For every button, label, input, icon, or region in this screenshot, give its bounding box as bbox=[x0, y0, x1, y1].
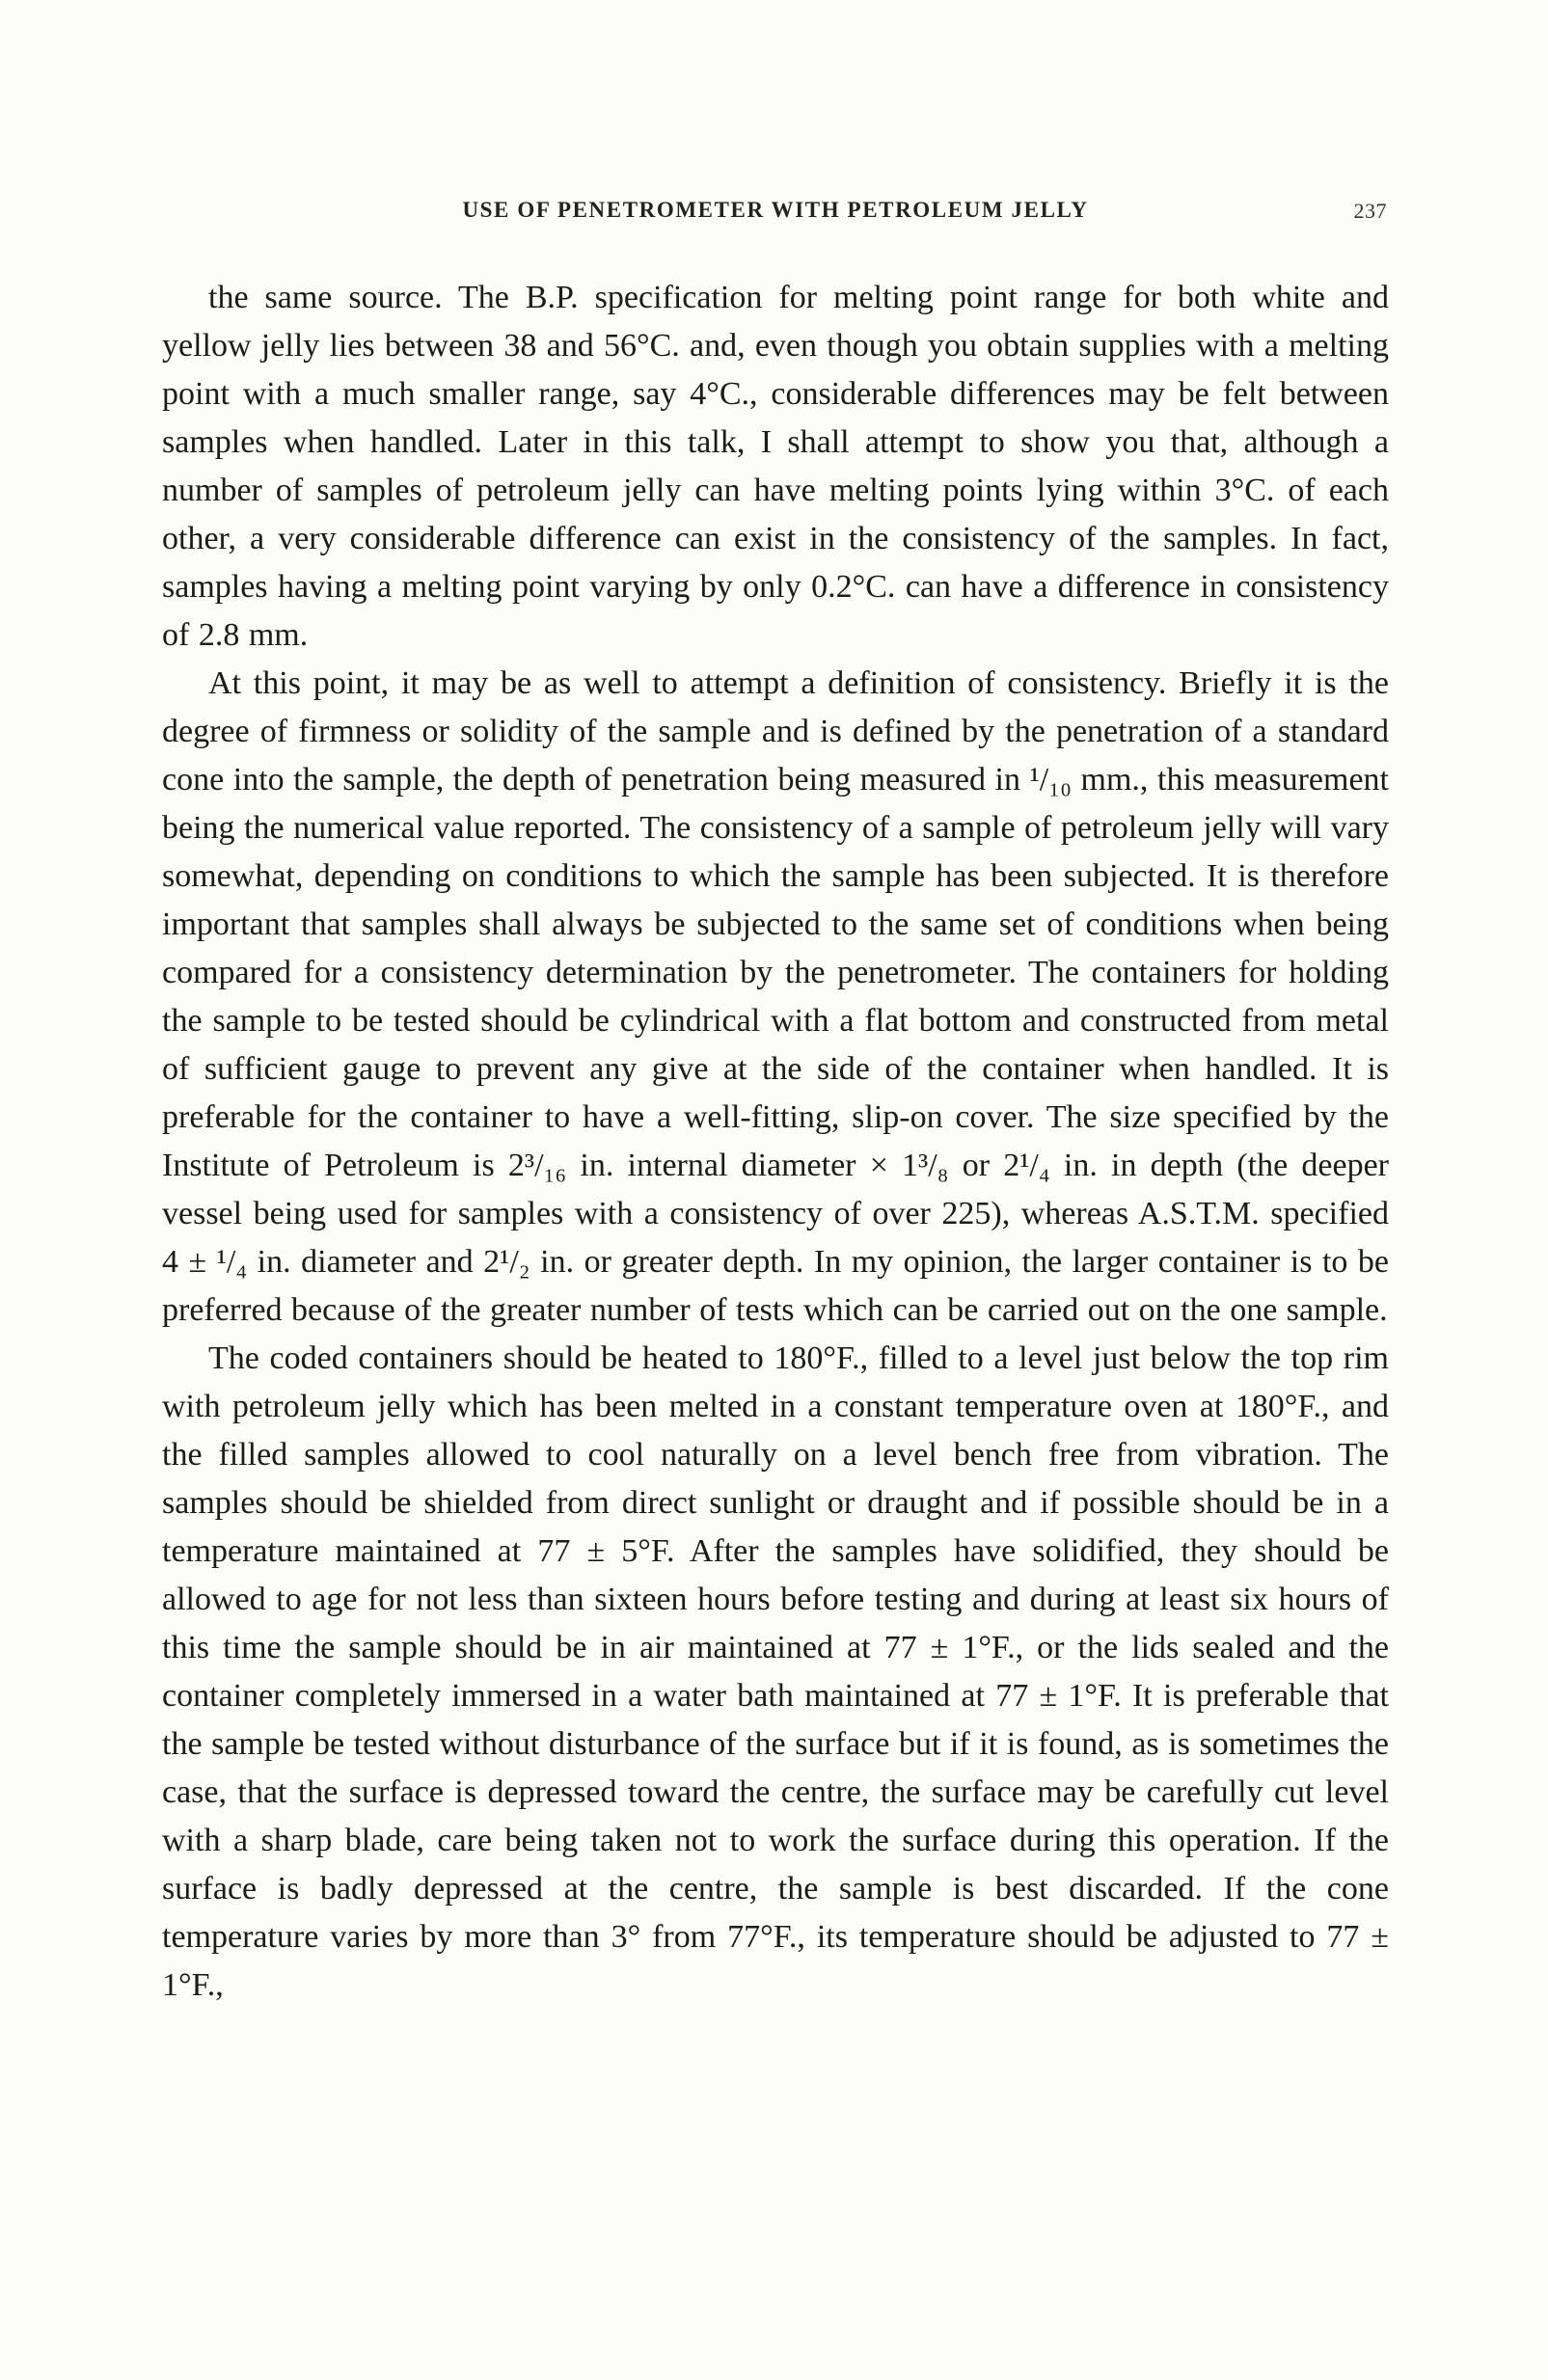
page-number: 237 bbox=[1353, 199, 1387, 223]
paragraph: At this point, it may be as well to attempt a definition of consistency. Briefly it is the degree of firmness or solidity of the sample and is defined by the penetration of a standard cone into the sample, the depth of penetration being measured in ¹/₁₀ mm., this measurement being the numerical value reported. The consistency of a sample of petroleum jelly will vary somewhat, depending on conditions to which the sample has been subjected. It is therefore important that samples shall always be subjected to the same set of conditions when being compared for a consistency determination by the penetrometer. The containers for holding the sample to be tested should be cylindrical with a flat bottom and constructed from metal of sufficient gauge to prevent any give at the side of the container when handled. It is preferable for the container to have a well-fitting, slip-on cover. The size specified by the Institute of Petroleum is 2³/₁₆ in. internal diameter × 1³/₈ or 2¹/₄ in. in depth (the deeper vessel being used for samples with a consistency of over 225), whereas A.S.T.M. specified 4 ± ¹/₄ in. diameter and 2¹/₂ in. or greater depth. In my opinion, the larger container is to be preferred because of the greater number of tests which can be carried out on the one sample. bbox=[162, 665, 1389, 1328]
body-text bbox=[162, 274, 1389, 2010]
page-header-title: USE OF PENETROMETER WITH PETROLEUM JELLY bbox=[462, 198, 1089, 222]
paragraph: The coded containers should be heated to 180°F., filled to a level just below the top rim with petroleum jelly which has been melted in a constant temperature oven at 180°F., and the filled samples allowed to cool naturally on a level bench free from vibration. The samples should be shielded from direct sunlight or draught and if possible should be in a temperature maintained at 77 ± 5°F. After the samples have solidified, they should be allowed to age for not less than sixteen hours before testing and during at least six hours of this time the sample should be in air maintained at 77 ± 1°F., or the lids sealed and the container completely immersed in a water bath maintained at 77 ± 1°F. It is preferable that the sample be tested without disturbance of the surface but if it is found, as is sometimes the case, that the surface is depressed toward the centre, the surface may be carefully cut level with a sharp blade, care being taken not to work the surface during this operation. If the surface is badly depressed at the centre, the sample is best discarded. If the cone temperature varies by more than 3° from 77°F., its temperature should be adjusted to 77 ± 1°F., bbox=[162, 1340, 1389, 2003]
running-header bbox=[162, 198, 1389, 230]
paragraph: the same source. The B.P. specification for melting point range for both white and yellow jelly lies between 38 and 56°C. and, even though you obtain supplies with a melting point with a much smaller range, say 4°C., considerable differences may be felt between samples when handled. Later in this talk, I shall attempt to show you that, although a number of samples of petroleum jelly can have melting points lying within 3°C. of each other, a very considerable difference can exist in the consistency of the samples. In fact, samples having a melting point varying by only 0.2°C. can have a difference in consistency of 2.8 mm. bbox=[162, 280, 1389, 653]
